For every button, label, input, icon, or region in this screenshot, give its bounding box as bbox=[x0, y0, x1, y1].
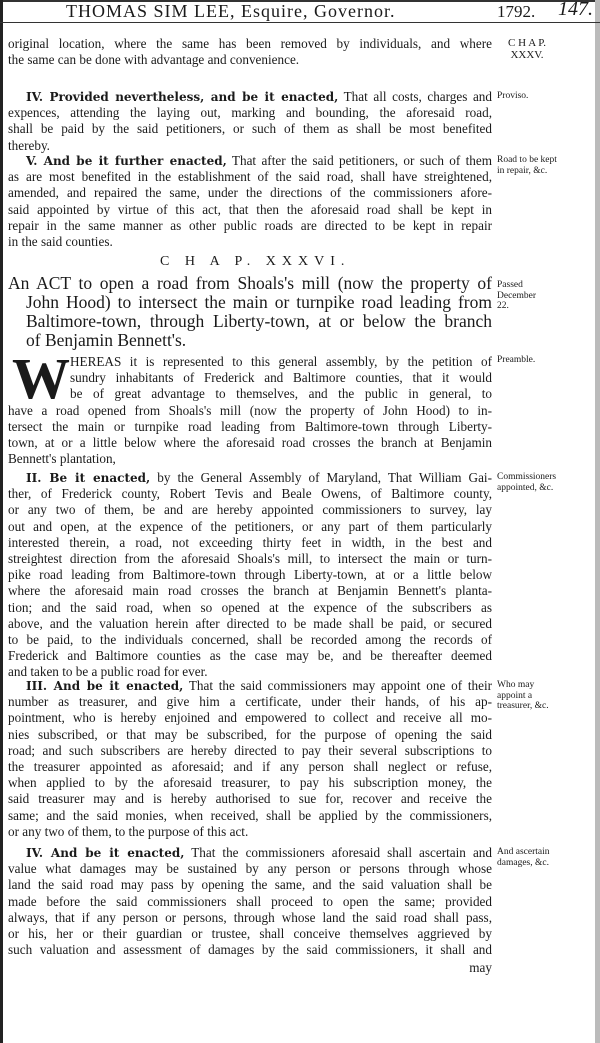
line-text: or his, her or their guardian or trustee, shall conceive themselves aggrieved by bbox=[8, 925, 492, 941]
text-line bbox=[8, 36, 492, 52]
page-number: 147. bbox=[558, 0, 593, 20]
text-line bbox=[8, 403, 492, 419]
line-text: town, at or a little below where the aforesaid road crosses the branch at Benjamin bbox=[8, 434, 492, 450]
line-text: made before the said commissioners shall proceed to open the same; provided bbox=[8, 893, 492, 909]
section-lead: IV. And be it enacted, bbox=[26, 846, 185, 860]
page-edge-left bbox=[0, 0, 3, 1043]
line-text: as are most benefited in the establishment of the said road, shall have streightened, bbox=[8, 169, 492, 185]
line-text: road; and such subscribers are hereby directed to pay their several subscriptions to bbox=[8, 742, 492, 758]
line-text: where the aforesaid main road crosses the branch at Benjamin Bennett's planta- bbox=[8, 583, 492, 599]
text-line bbox=[8, 121, 492, 137]
text-line bbox=[8, 759, 492, 775]
text-line bbox=[8, 169, 492, 185]
line-text: value what damages may be sustained by any person or persons through whose bbox=[8, 861, 492, 877]
text-line bbox=[8, 910, 492, 926]
text-line bbox=[8, 502, 492, 518]
text-line bbox=[8, 153, 492, 169]
text-line bbox=[8, 105, 492, 121]
text-line bbox=[8, 202, 492, 218]
text-line bbox=[8, 312, 492, 331]
line-text: expences, attending the laying out, marking and bounding, the aforesaid road, bbox=[8, 105, 492, 121]
text-line bbox=[8, 775, 492, 791]
text-line bbox=[8, 274, 492, 293]
margin-note-treasurer: Who may appoint a treasurer, &c. bbox=[497, 680, 549, 711]
line-text: when applied to by the aforesaid treasurer, to pay his subscription money, the bbox=[8, 775, 492, 791]
page-edge-right bbox=[595, 0, 600, 1043]
line-text: and taken to be a public road for ever. bbox=[8, 664, 208, 680]
line-text: ther, of Frederick county, Robert Tevis and Beale Owens, of Baltimore county, bbox=[8, 486, 492, 502]
text-line bbox=[8, 845, 492, 861]
margin-note-chap-xxxv: C H A P. XXXV. bbox=[508, 37, 546, 61]
margin-note-road-repair: Road to be kept in repair, &c. bbox=[497, 155, 557, 176]
line-text: such valuation and assessment of damages by the said commissioners, it shall and bbox=[8, 942, 492, 958]
text-line bbox=[8, 52, 492, 68]
text-line bbox=[8, 293, 492, 312]
section-iii bbox=[8, 678, 492, 840]
line-text: amended, and repaired the same, under the directions of the commissioners afore- bbox=[8, 185, 492, 201]
text-line bbox=[8, 435, 492, 451]
text-line bbox=[8, 632, 492, 648]
text-line bbox=[8, 535, 492, 551]
text-line bbox=[8, 451, 492, 467]
text-line bbox=[8, 894, 492, 910]
line-text: pike road leading from Baltimore-town through Liberty-town, at or a little below bbox=[8, 567, 492, 583]
text-line bbox=[8, 138, 492, 154]
text-line bbox=[8, 234, 492, 250]
catchword: may bbox=[469, 960, 492, 975]
text-line bbox=[8, 185, 492, 201]
line-text: repair in the same manner as other public roads are directed to be kept in repair bbox=[8, 217, 492, 233]
line-text: thereby. bbox=[8, 137, 50, 153]
text-line bbox=[8, 419, 492, 435]
text-line bbox=[8, 386, 492, 402]
line-text: streightest direction from the aforesaid Shoals's mill, to intersect the main or turn- bbox=[8, 550, 492, 566]
text-line bbox=[8, 370, 492, 386]
section-lead: V. And be it further enacted, bbox=[26, 154, 227, 168]
text-line bbox=[8, 710, 492, 726]
line-text: out and open, at the expence of the petitioners, or any part of them particularly bbox=[8, 518, 492, 534]
line-text: number as treasurer, and give him a certificate, under their hands, of his ap- bbox=[8, 694, 492, 710]
section-iv bbox=[8, 845, 492, 958]
line-text: HEREAS it is represented to this general assembly, by the petition of bbox=[70, 354, 492, 369]
line-text: Baltimore-town, through Liberty-town, at or below the branch bbox=[26, 312, 492, 331]
line-text: That after the said petitioners, or such of them bbox=[226, 153, 492, 168]
line-text: original location, where the same has been removed by individuals, and where bbox=[8, 36, 492, 51]
line-text: That the commissioners aforesaid shall ascertain and bbox=[184, 845, 492, 860]
line-text: shall be paid by the said petitioners, or such of them as shall be most benefited bbox=[8, 121, 492, 137]
text-line bbox=[8, 877, 492, 893]
line-text: the treasurer appointed as aforesaid; and if any person shall neglect or refuse, bbox=[8, 758, 492, 774]
line-text: That the said commissioners may appoint one of their bbox=[183, 678, 492, 693]
line-text: always, that if any person or persons, through whose land the said road shall pass, bbox=[8, 909, 492, 925]
line-text: have a road opened from Shoals's mill (now the property of John Hood) to in- bbox=[8, 402, 492, 418]
section-v bbox=[8, 153, 492, 250]
line-text: An ACT to open a road from Shoals's mill (now the property of bbox=[8, 274, 492, 293]
line-text: or any two of them, be and are hereby appointed commissioners to survey, lay bbox=[8, 502, 492, 518]
text-line bbox=[8, 616, 492, 632]
line-text: same; and the said monies, when received, shall be applied by the commissioners, bbox=[8, 807, 492, 823]
margin-note-preamble: Preamble. bbox=[497, 355, 536, 365]
margin-note-commissioners: Commissioners appointed, &c. bbox=[497, 472, 557, 493]
chapter-heading: C H A P. XXXVI. bbox=[160, 254, 351, 269]
text-line bbox=[8, 218, 492, 234]
running-header bbox=[0, 0, 600, 23]
text-line bbox=[8, 678, 492, 694]
line-text: the same can be done with advantage and convenience. bbox=[8, 52, 300, 68]
margin-note-damages: And ascertain damages, &c. bbox=[497, 847, 550, 868]
line-text: by the General Assembly of Maryland, That William Gai- bbox=[150, 470, 492, 485]
text-line bbox=[8, 791, 492, 807]
text-line bbox=[8, 583, 492, 599]
catchword-block bbox=[8, 960, 492, 976]
text-line bbox=[8, 567, 492, 583]
line-text: John Hood) to intersect the main or turnpike road leading from bbox=[26, 293, 492, 312]
line-text: above, and the valuation herein after directed to be made shall be paid, or secured bbox=[8, 615, 492, 631]
text-line bbox=[8, 808, 492, 824]
text-line bbox=[8, 926, 492, 942]
line-text: to be paid, to the individuals concerned, shall be recorded among the records of bbox=[8, 631, 492, 647]
text-line bbox=[8, 861, 492, 877]
drop-cap: W bbox=[12, 346, 70, 411]
text-line bbox=[8, 331, 492, 350]
line-text: said appointed by virtue of this act, that then the aforesaid road shall be kept in bbox=[8, 201, 492, 217]
text-line bbox=[8, 694, 492, 710]
margin-note-proviso: Proviso. bbox=[497, 91, 529, 101]
section-lead: II. Be it enacted, bbox=[26, 471, 151, 485]
text-line bbox=[8, 486, 492, 502]
line-text: land the said road may pass by opening the same, and the said valuation shall be bbox=[8, 877, 492, 893]
preamble bbox=[8, 354, 492, 467]
line-text: be of great advantage to themselves, and the public in general, to bbox=[70, 386, 492, 402]
line-text: or any two of them, to the purpose of this act. bbox=[8, 823, 249, 839]
line-text: nies subscribed, or that may be subscribed, for the purpose of opening the said bbox=[8, 726, 492, 742]
line-text: sundry inhabitants of Frederick and Baltimore counties, that it would bbox=[70, 370, 492, 386]
margin-note-passed: Passed December 22. bbox=[497, 280, 537, 311]
text-line bbox=[8, 354, 492, 370]
line-text: interested therein, a road, not exceeding thirty feet in width, in the best and bbox=[8, 534, 492, 550]
text-line bbox=[8, 743, 492, 759]
text-line bbox=[8, 824, 492, 840]
line-text: tersect the main or turnpike road leading from Baltimore-town through Liberty- bbox=[8, 418, 492, 434]
text-line bbox=[8, 89, 492, 105]
section-iv-proviso bbox=[8, 89, 492, 154]
line-text: That all costs, charges and bbox=[338, 89, 492, 104]
line-text: tion; and the said road, when so opened at the expence of the subscribers as bbox=[8, 599, 492, 615]
section-lead: IV. Provided nevertheless, and be it enacted, bbox=[26, 90, 339, 104]
text-line bbox=[8, 648, 492, 664]
line-text: Frederick and Baltimore counties as the case may be, and be thereafter deemed bbox=[8, 648, 492, 664]
paragraph-continuation bbox=[8, 36, 492, 68]
section-lead: III. And be it enacted, bbox=[26, 679, 184, 693]
text-line bbox=[8, 727, 492, 743]
line-text: pointment, who is hereby enjoined and empowered to collect and receive all mo- bbox=[8, 710, 492, 726]
section-ii bbox=[8, 470, 492, 680]
text-line bbox=[8, 470, 492, 486]
line-text: of Benjamin Bennett's. bbox=[26, 331, 187, 350]
text-line bbox=[8, 942, 492, 958]
line-text: said treasurer may and is hereby authorised to sue for, recover and receive the bbox=[8, 791, 492, 807]
text-line bbox=[8, 600, 492, 616]
text-line bbox=[8, 551, 492, 567]
line-text: in the said counties. bbox=[8, 233, 113, 249]
text-line bbox=[8, 519, 492, 535]
header-title: THOMAS SIM LEE, Esquire, Governor. bbox=[66, 1, 396, 21]
act-title bbox=[8, 274, 492, 350]
line-text: Bennett's plantation, bbox=[8, 451, 116, 467]
header-year: 1792. bbox=[497, 2, 536, 21]
